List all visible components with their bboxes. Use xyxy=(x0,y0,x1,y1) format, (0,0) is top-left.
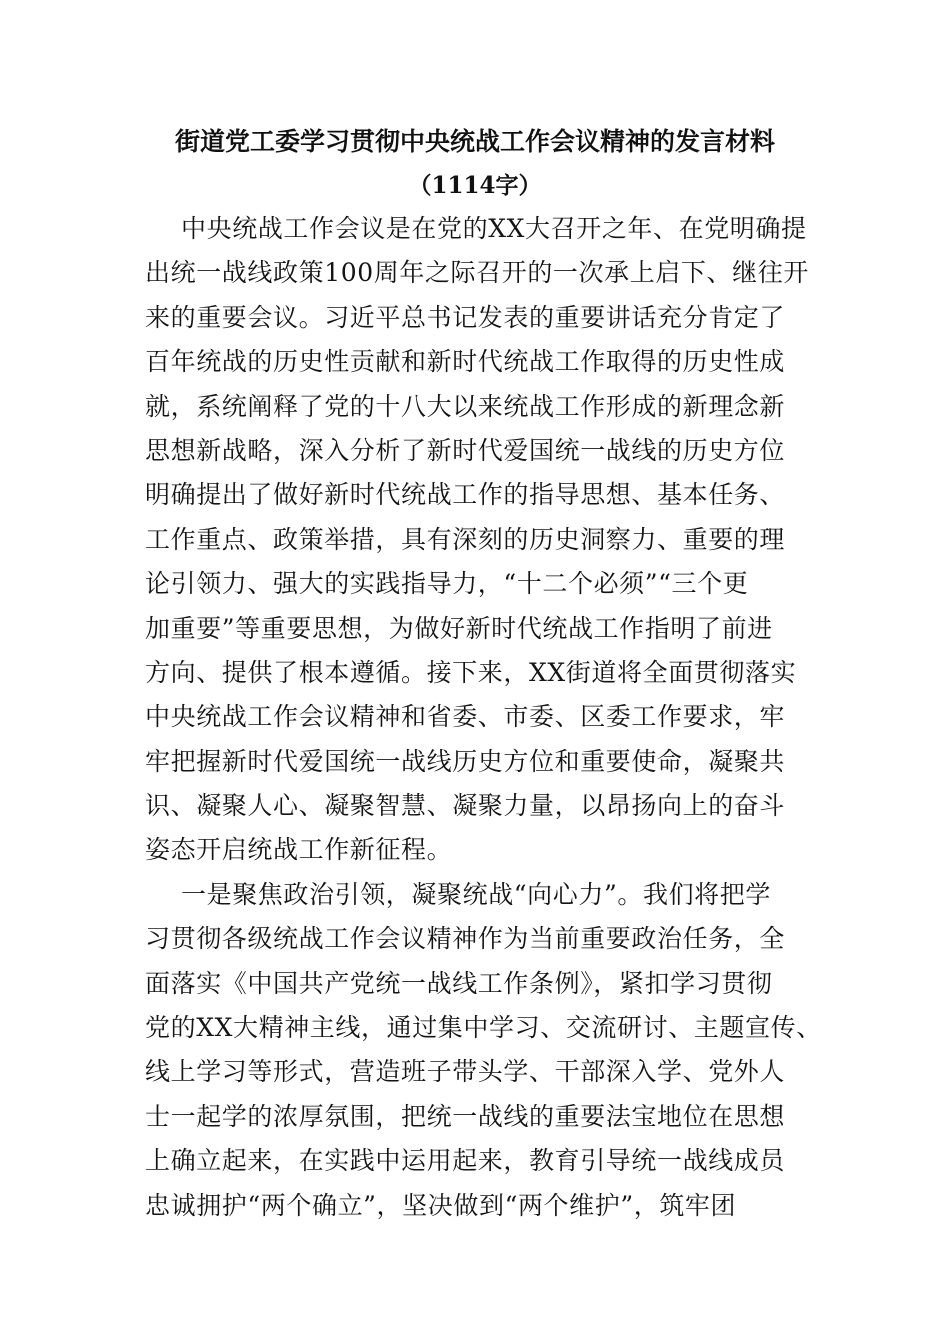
paragraph-line: 牢把握新时代爱国统一战线历史方位和重要使命，凝聚共 xyxy=(145,746,786,776)
paragraph-line: 识、凝聚人心、凝聚智慧、凝聚力量，以昂扬向上的奋斗 xyxy=(145,791,786,821)
paragraph-line: 工作重点、政策举措，具有深刻的历史洞察力、重要的理 xyxy=(145,524,786,554)
paragraph-line: 面落实《中国共产党统一战线工作条例》，紧扣学习贯彻 xyxy=(145,968,773,998)
document-title: 街道党工委学习贯彻中央统战工作会议精神的发言材料 xyxy=(174,127,775,156)
paragraph-political-guidance xyxy=(145,873,825,1228)
paragraph-line: 出统一战线政策100周年之际召开的一次承上启下、继往开 xyxy=(145,258,809,288)
paragraph-intro xyxy=(145,207,825,873)
paragraph-line: 思想新战略，深入分析了新时代爱国统一战线的历史方位 xyxy=(145,435,786,465)
paragraph-line: 论引领力、强大的实践指导力，“十二个必须”“三个更 xyxy=(145,569,749,599)
paragraph-line: 一是聚焦政治引领，凝聚统战“向心力”。我们将把学 xyxy=(181,879,771,909)
paragraph-line: 就，系统阐释了党的十八大以来统战工作形成的新理念新 xyxy=(145,391,786,421)
paragraph-line: 中央统战工作会议是在党的XX大召开之年、在党明确提 xyxy=(181,214,807,243)
paragraph-line: 方向、提供了根本遵循。接下来，XX街道将全面贯彻落实 xyxy=(145,657,797,687)
paragraph-line: 习贯彻各级统战工作会议精神作为当前重要政治任务，全 xyxy=(145,924,786,954)
paragraph-line: 百年统战的历史性贡献和新时代统战工作取得的历史性成 xyxy=(145,347,786,377)
paragraph-line: 中央统战工作会议精神和省委、市委、区委工作要求，牢 xyxy=(145,702,786,732)
paragraph-line: 忠诚拥护“两个确立”，坚决做到“两个维护”，筑牢团 xyxy=(145,1190,737,1220)
paragraph-line: 线上学习等形式，营造班子带头学、干部深入学、党外人 xyxy=(145,1057,786,1087)
paragraph-line: 党的XX大精神主线，通过集中学习、交流研讨、主题宣传、 xyxy=(145,1013,822,1043)
paragraph-line: 上确立起来，在实践中运用起来，教育引导统一战线成员 xyxy=(145,1146,786,1176)
document-subtitle: （1114字） xyxy=(408,172,542,199)
paragraph-line: 士一起学的浓厚氛围，把统一战线的重要法宝地位在思想 xyxy=(145,1101,786,1131)
paragraph-line: 加重要”等重要思想，为做好新时代统战工作指明了前进 xyxy=(145,613,773,643)
paragraph-line: 明确提出了做好新时代统战工作的指导思想、基本任务、 xyxy=(145,480,786,510)
document-body xyxy=(145,207,825,1228)
paragraph-line: 来的重要会议。习近平总书记发表的重要讲话充分肯定了 xyxy=(145,302,786,332)
paragraph-line: 姿态开启统战工作新征程。 xyxy=(145,835,453,865)
